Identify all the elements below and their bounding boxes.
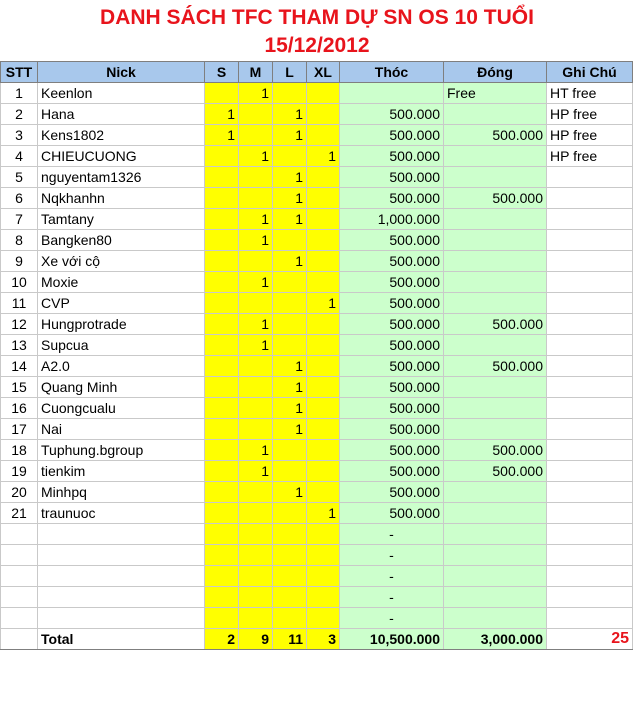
size-s-cell[interactable]: [205, 356, 239, 377]
note-cell[interactable]: [547, 272, 633, 293]
nick-cell[interactable]: [38, 566, 205, 587]
size-s-cell[interactable]: [205, 146, 239, 167]
size-m-cell[interactable]: [239, 188, 273, 209]
size-m-cell[interactable]: [239, 356, 273, 377]
size-s-cell[interactable]: [205, 608, 239, 629]
header-s[interactable]: S: [205, 62, 239, 83]
table-row: [1, 314, 633, 335]
table-row: [1, 272, 633, 293]
thoc-cell[interactable]: -: [340, 545, 444, 566]
stt-cell[interactable]: 6: [1, 188, 38, 209]
dong-cell[interactable]: [444, 587, 547, 608]
header-row: [1, 62, 633, 83]
dong-cell[interactable]: [444, 251, 547, 272]
thoc-cell[interactable]: 500.000: [340, 293, 444, 314]
size-s-cell[interactable]: [205, 314, 239, 335]
thoc-cell[interactable]: 500.000: [340, 503, 444, 524]
size-m-cell[interactable]: 1: [239, 272, 273, 293]
size-l-cell[interactable]: 1: [273, 251, 307, 272]
size-m-cell[interactable]: [239, 524, 273, 545]
stt-cell[interactable]: [1, 524, 38, 545]
nick-cell[interactable]: [38, 587, 205, 608]
nick-cell[interactable]: [38, 524, 205, 545]
nick-cell[interactable]: Keenlon: [38, 83, 205, 104]
dong-cell[interactable]: 500.000: [444, 461, 547, 482]
nick-cell[interactable]: Tamtany: [38, 209, 205, 230]
dong-cell[interactable]: [444, 209, 547, 230]
nick-cell[interactable]: Xe với cộ: [38, 251, 205, 272]
dong-cell[interactable]: [444, 377, 547, 398]
nick-cell[interactable]: Supcua: [38, 335, 205, 356]
dong-cell[interactable]: Free: [444, 83, 547, 104]
header-m[interactable]: M: [239, 62, 273, 83]
size-xl-cell[interactable]: [307, 566, 340, 587]
size-s-cell[interactable]: [205, 587, 239, 608]
size-l-cell[interactable]: 1: [273, 419, 307, 440]
note-cell[interactable]: [547, 398, 633, 419]
thoc-cell[interactable]: 500.000: [340, 104, 444, 125]
size-m-cell[interactable]: [239, 419, 273, 440]
nick-cell[interactable]: Bangken80: [38, 230, 205, 251]
thoc-cell[interactable]: 500.000: [340, 167, 444, 188]
size-xl-cell[interactable]: 1: [307, 293, 340, 314]
stt-cell[interactable]: 2: [1, 104, 38, 125]
dong-cell[interactable]: [444, 566, 547, 587]
nick-cell[interactable]: CHIEUCUONG: [38, 146, 205, 167]
size-l-cell[interactable]: [273, 146, 307, 167]
size-m-cell[interactable]: [239, 608, 273, 629]
size-l-cell[interactable]: 1: [273, 104, 307, 125]
thoc-cell[interactable]: -: [340, 587, 444, 608]
participant-table: [0, 61, 633, 650]
header-stt[interactable]: STT: [1, 62, 38, 83]
size-m-cell[interactable]: 1: [239, 230, 273, 251]
header-thoc[interactable]: Thóc: [340, 62, 444, 83]
size-s-cell[interactable]: [205, 398, 239, 419]
nick-cell[interactable]: Moxie: [38, 272, 205, 293]
table-row: [1, 209, 633, 230]
size-l-cell[interactable]: 1: [273, 356, 307, 377]
size-xl-cell[interactable]: [307, 440, 340, 461]
size-m-cell[interactable]: 1: [239, 461, 273, 482]
note-cell[interactable]: [547, 377, 633, 398]
size-xl-cell[interactable]: [307, 251, 340, 272]
note-cell[interactable]: [547, 167, 633, 188]
dong-cell[interactable]: [444, 482, 547, 503]
dong-cell[interactable]: [444, 104, 547, 125]
stt-cell[interactable]: 9: [1, 251, 38, 272]
table-row: [1, 356, 633, 377]
stt-cell[interactable]: 4: [1, 146, 38, 167]
size-l-cell[interactable]: [273, 293, 307, 314]
size-m-cell[interactable]: [239, 545, 273, 566]
sheet-title: DANH SÁCH TFC THAM DỰ SN OS 10 TUỔI: [100, 6, 534, 29]
total-l[interactable]: 11: [273, 629, 307, 650]
dong-cell[interactable]: 500.000: [444, 440, 547, 461]
size-m-cell[interactable]: 1: [239, 314, 273, 335]
note-cell[interactable]: [547, 419, 633, 440]
table-row: [1, 188, 633, 209]
size-xl-cell[interactable]: [307, 125, 340, 146]
total-stt-cell[interactable]: [1, 629, 38, 650]
stt-cell[interactable]: 16: [1, 398, 38, 419]
dong-cell[interactable]: 500.000: [444, 125, 547, 146]
size-xl-cell[interactable]: [307, 545, 340, 566]
size-l-cell[interactable]: [273, 545, 307, 566]
total-count[interactable]: 25: [547, 629, 633, 650]
thoc-cell[interactable]: 1,000.000: [340, 209, 444, 230]
stt-cell[interactable]: [1, 545, 38, 566]
thoc-cell[interactable]: 500.000: [340, 251, 444, 272]
note-cell[interactable]: [547, 482, 633, 503]
table-row: [1, 167, 633, 188]
thoc-cell[interactable]: -: [340, 524, 444, 545]
note-cell[interactable]: HP free: [547, 125, 633, 146]
size-l-cell[interactable]: [273, 440, 307, 461]
thoc-cell[interactable]: 500.000: [340, 398, 444, 419]
table-row: [1, 524, 633, 545]
dong-cell[interactable]: [444, 398, 547, 419]
table-row: [1, 251, 633, 272]
dong-cell[interactable]: [444, 272, 547, 293]
thoc-cell[interactable]: 500.000: [340, 314, 444, 335]
dong-cell[interactable]: [444, 545, 547, 566]
size-m-cell[interactable]: [239, 398, 273, 419]
stt-cell[interactable]: 17: [1, 419, 38, 440]
nick-cell[interactable]: Kens1802: [38, 125, 205, 146]
size-xl-cell[interactable]: [307, 524, 340, 545]
size-m-cell[interactable]: [239, 293, 273, 314]
note-cell[interactable]: [547, 188, 633, 209]
stt-cell[interactable]: 19: [1, 461, 38, 482]
table-row: [1, 335, 633, 356]
size-m-cell[interactable]: 1: [239, 83, 273, 104]
note-cell[interactable]: [547, 335, 633, 356]
thoc-cell[interactable]: 500.000: [340, 419, 444, 440]
note-cell[interactable]: [547, 314, 633, 335]
stt-cell[interactable]: 8: [1, 230, 38, 251]
thoc-cell[interactable]: 500.000: [340, 356, 444, 377]
stt-cell[interactable]: 10: [1, 272, 38, 293]
table-row: [1, 230, 633, 251]
dong-cell[interactable]: [444, 293, 547, 314]
header-xl[interactable]: XL: [307, 62, 340, 83]
size-m-cell[interactable]: [239, 125, 273, 146]
nick-cell[interactable]: traunuoc: [38, 503, 205, 524]
stt-cell[interactable]: [1, 566, 38, 587]
table-row: [1, 545, 633, 566]
dong-cell[interactable]: [444, 608, 547, 629]
note-cell[interactable]: HT free: [547, 83, 633, 104]
size-m-cell[interactable]: [239, 251, 273, 272]
size-s-cell[interactable]: [205, 188, 239, 209]
size-xl-cell[interactable]: [307, 398, 340, 419]
table-row: [1, 104, 633, 125]
size-s-cell[interactable]: [205, 461, 239, 482]
thoc-cell[interactable]: 500.000: [340, 482, 444, 503]
total-xl[interactable]: 3: [307, 629, 340, 650]
size-s-cell[interactable]: [205, 503, 239, 524]
nick-cell[interactable]: Hana: [38, 104, 205, 125]
note-cell[interactable]: HP free: [547, 146, 633, 167]
nick-cell[interactable]: [38, 608, 205, 629]
dong-cell[interactable]: 500.000: [444, 314, 547, 335]
dong-cell[interactable]: [444, 167, 547, 188]
table-row: [1, 587, 633, 608]
dong-cell[interactable]: [444, 503, 547, 524]
thoc-cell[interactable]: 500.000: [340, 125, 444, 146]
nick-cell[interactable]: Nqkhanhn: [38, 188, 205, 209]
size-s-cell[interactable]: [205, 209, 239, 230]
size-s-cell[interactable]: [205, 419, 239, 440]
size-xl-cell[interactable]: [307, 482, 340, 503]
header-ghi-chu[interactable]: Ghi Chú: [547, 62, 633, 83]
table-row: [1, 419, 633, 440]
size-s-cell[interactable]: [205, 167, 239, 188]
note-cell[interactable]: [547, 524, 633, 545]
stt-cell[interactable]: 1: [1, 83, 38, 104]
size-m-cell[interactable]: 1: [239, 209, 273, 230]
size-l-cell[interactable]: [273, 314, 307, 335]
size-s-cell[interactable]: 1: [205, 104, 239, 125]
size-s-cell[interactable]: 1: [205, 125, 239, 146]
size-xl-cell[interactable]: [307, 83, 340, 104]
size-m-cell[interactable]: 1: [239, 440, 273, 461]
size-xl-cell[interactable]: 1: [307, 146, 340, 167]
nick-cell[interactable]: nguyentam1326: [38, 167, 205, 188]
size-m-cell[interactable]: [239, 167, 273, 188]
dong-cell[interactable]: [444, 419, 547, 440]
note-cell[interactable]: [547, 251, 633, 272]
total-row: [1, 629, 633, 650]
size-s-cell[interactable]: [205, 566, 239, 587]
table-row: [1, 440, 633, 461]
size-l-cell[interactable]: 1: [273, 188, 307, 209]
note-cell[interactable]: [547, 293, 633, 314]
thoc-cell[interactable]: 500.000: [340, 230, 444, 251]
size-l-cell[interactable]: [273, 83, 307, 104]
thoc-cell[interactable]: 500.000: [340, 440, 444, 461]
size-s-cell[interactable]: [205, 545, 239, 566]
size-l-cell[interactable]: 1: [273, 482, 307, 503]
size-xl-cell[interactable]: [307, 608, 340, 629]
note-cell[interactable]: [547, 440, 633, 461]
size-xl-cell[interactable]: 1: [307, 503, 340, 524]
size-l-cell[interactable]: [273, 272, 307, 293]
size-xl-cell[interactable]: [307, 230, 340, 251]
table-row: [1, 461, 633, 482]
size-s-cell[interactable]: [205, 524, 239, 545]
size-xl-cell[interactable]: [307, 419, 340, 440]
nick-cell[interactable]: CVP: [38, 293, 205, 314]
thoc-cell[interactable]: 500.000: [340, 272, 444, 293]
thoc-cell[interactable]: 500.000: [340, 377, 444, 398]
nick-cell[interactable]: Minhpq: [38, 482, 205, 503]
total-m[interactable]: 9: [239, 629, 273, 650]
dong-cell[interactable]: [444, 230, 547, 251]
size-m-cell[interactable]: [239, 503, 273, 524]
size-xl-cell[interactable]: [307, 188, 340, 209]
size-xl-cell[interactable]: [307, 209, 340, 230]
size-m-cell[interactable]: 1: [239, 146, 273, 167]
stt-cell[interactable]: 14: [1, 356, 38, 377]
size-xl-cell[interactable]: [307, 335, 340, 356]
table-row: [1, 83, 633, 104]
size-s-cell[interactable]: [205, 377, 239, 398]
table-row: [1, 566, 633, 587]
total-dong[interactable]: 3,000.000: [444, 629, 547, 650]
stt-cell[interactable]: [1, 608, 38, 629]
table-row: [1, 146, 633, 167]
nick-cell[interactable]: tienkim: [38, 461, 205, 482]
size-l-cell[interactable]: [273, 524, 307, 545]
table-row: [1, 482, 633, 503]
size-m-cell[interactable]: [239, 566, 273, 587]
dong-cell[interactable]: 500.000: [444, 356, 547, 377]
table-row: [1, 398, 633, 419]
nick-cell[interactable]: Nai: [38, 419, 205, 440]
size-s-cell[interactable]: [205, 251, 239, 272]
dong-cell[interactable]: [444, 146, 547, 167]
note-cell[interactable]: [547, 587, 633, 608]
dong-cell[interactable]: [444, 335, 547, 356]
size-l-cell[interactable]: 1: [273, 398, 307, 419]
table-row: [1, 503, 633, 524]
total-thoc[interactable]: 10,500.000: [340, 629, 444, 650]
size-xl-cell[interactable]: [307, 314, 340, 335]
size-l-cell[interactable]: 1: [273, 209, 307, 230]
dong-cell[interactable]: 500.000: [444, 188, 547, 209]
stt-cell[interactable]: 12: [1, 314, 38, 335]
nick-cell[interactable]: A2.0: [38, 356, 205, 377]
size-s-cell[interactable]: [205, 293, 239, 314]
size-s-cell[interactable]: [205, 335, 239, 356]
size-m-cell[interactable]: 1: [239, 335, 273, 356]
note-cell[interactable]: [547, 230, 633, 251]
thoc-cell[interactable]: -: [340, 608, 444, 629]
stt-cell[interactable]: 5: [1, 167, 38, 188]
stt-cell[interactable]: 3: [1, 125, 38, 146]
size-s-cell[interactable]: [205, 272, 239, 293]
table-row: [1, 125, 633, 146]
total-s[interactable]: 2: [205, 629, 239, 650]
size-xl-cell[interactable]: [307, 104, 340, 125]
size-l-cell[interactable]: [273, 230, 307, 251]
size-l-cell[interactable]: 1: [273, 167, 307, 188]
size-l-cell[interactable]: [273, 335, 307, 356]
table-row: [1, 293, 633, 314]
note-cell[interactable]: [547, 356, 633, 377]
stt-cell[interactable]: 18: [1, 440, 38, 461]
size-m-cell[interactable]: [239, 587, 273, 608]
nick-cell[interactable]: Cuongcualu: [38, 398, 205, 419]
size-m-cell[interactable]: [239, 377, 273, 398]
header-dong[interactable]: Đóng: [444, 62, 547, 83]
header-nick[interactable]: Nick: [38, 62, 205, 83]
size-s-cell[interactable]: [205, 83, 239, 104]
size-s-cell[interactable]: [205, 230, 239, 251]
stt-cell[interactable]: 15: [1, 377, 38, 398]
thoc-cell[interactable]: 500.000: [340, 461, 444, 482]
nick-cell[interactable]: Hungprotrade: [38, 314, 205, 335]
note-cell[interactable]: [547, 503, 633, 524]
sheet-date: 15/12/2012: [264, 34, 370, 57]
nick-cell[interactable]: [38, 545, 205, 566]
nick-cell[interactable]: Tuphung.bgroup: [38, 440, 205, 461]
note-cell[interactable]: [547, 209, 633, 230]
stt-cell[interactable]: 13: [1, 335, 38, 356]
thoc-cell[interactable]: 500.000: [340, 188, 444, 209]
size-s-cell[interactable]: [205, 440, 239, 461]
size-l-cell[interactable]: 1: [273, 125, 307, 146]
note-cell[interactable]: HP free: [547, 104, 633, 125]
nick-cell[interactable]: Quang Minh: [38, 377, 205, 398]
stt-cell[interactable]: 7: [1, 209, 38, 230]
size-xl-cell[interactable]: [307, 587, 340, 608]
size-m-cell[interactable]: [239, 482, 273, 503]
table-row: [1, 608, 633, 629]
note-cell[interactable]: [547, 608, 633, 629]
size-xl-cell[interactable]: [307, 167, 340, 188]
thoc-cell[interactable]: -: [340, 566, 444, 587]
size-l-cell[interactable]: [273, 461, 307, 482]
dong-cell[interactable]: [444, 524, 547, 545]
table-row: [1, 377, 633, 398]
total-label[interactable]: Total: [38, 629, 205, 650]
stt-cell[interactable]: 21: [1, 503, 38, 524]
stt-cell[interactable]: 11: [1, 293, 38, 314]
stt-cell[interactable]: 20: [1, 482, 38, 503]
note-cell[interactable]: [547, 545, 633, 566]
size-l-cell[interactable]: [273, 566, 307, 587]
stt-cell[interactable]: [1, 587, 38, 608]
size-m-cell[interactable]: [239, 104, 273, 125]
note-cell[interactable]: [547, 566, 633, 587]
size-s-cell[interactable]: [205, 482, 239, 503]
thoc-cell[interactable]: [340, 83, 444, 104]
thoc-cell[interactable]: 500.000: [340, 335, 444, 356]
header-l[interactable]: L: [273, 62, 307, 83]
size-xl-cell[interactable]: [307, 377, 340, 398]
thoc-cell[interactable]: 500.000: [340, 146, 444, 167]
size-xl-cell[interactable]: [307, 272, 340, 293]
size-xl-cell[interactable]: [307, 461, 340, 482]
note-cell[interactable]: [547, 461, 633, 482]
size-l-cell[interactable]: 1: [273, 377, 307, 398]
size-l-cell[interactable]: [273, 608, 307, 629]
size-l-cell[interactable]: [273, 503, 307, 524]
size-l-cell[interactable]: [273, 587, 307, 608]
size-xl-cell[interactable]: [307, 356, 340, 377]
